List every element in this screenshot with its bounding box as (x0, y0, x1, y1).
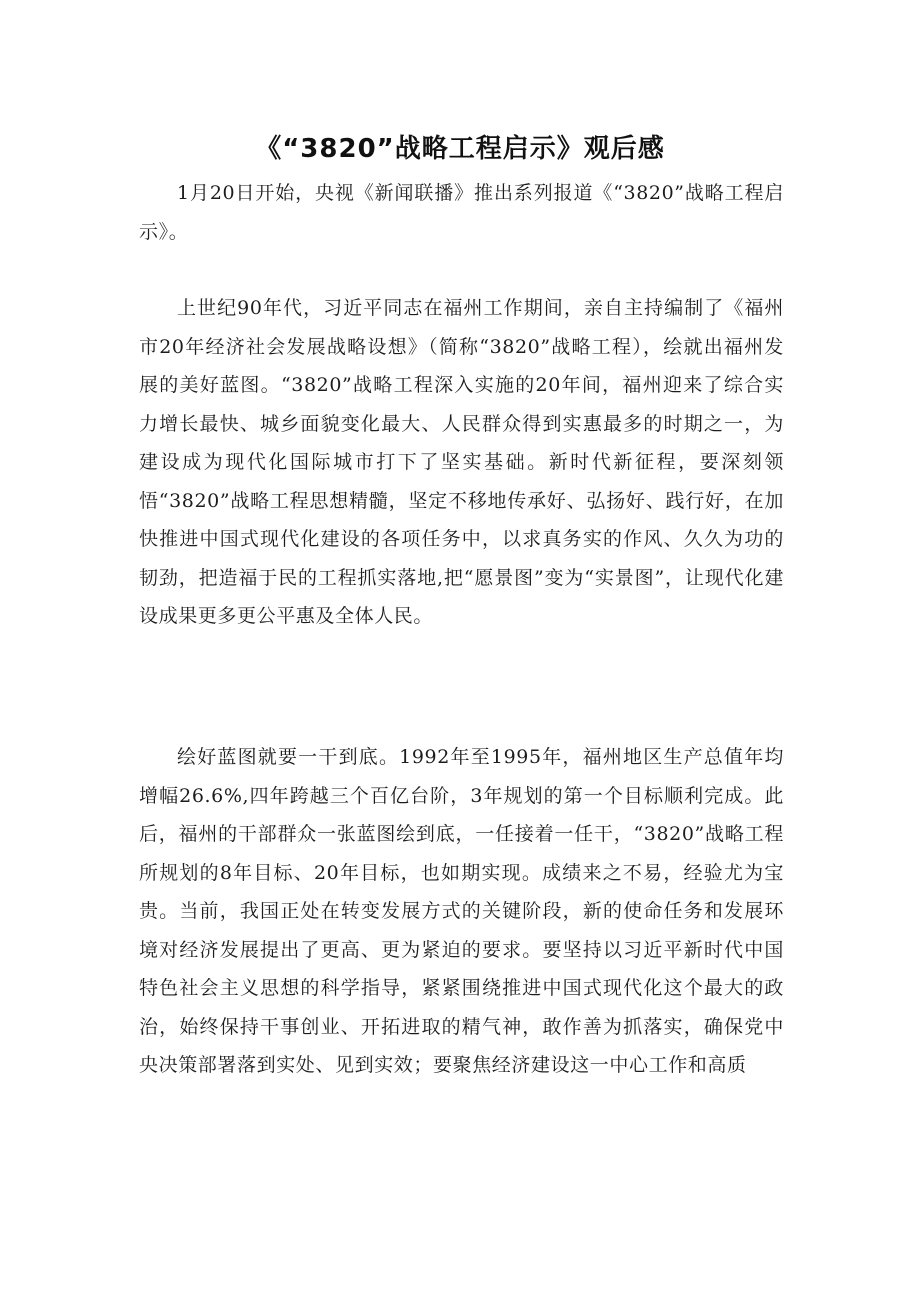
document-title: 《“3820”战略工程启示》观后感 (255, 134, 665, 165)
paragraph-intro: 1月20日开始，央视《新闻联播》推出系列报道《“3820”战略工程启示》。 (139, 182, 784, 243)
paragraph-background: 上世纪90年代，习近平同志在福州工作期间，亲自主持编制了《福州市20年经济社会发展战略设想》（简称“3820”战略工程），绘就出福州发展的美好蓝图。“3820”战略工程深入实施的20年间，福州迎来了综合实力增长最快、城乡面貌变化最大、人民群众得到实惠最多的时期之一，为建设成为现代化国际城市打下了坚实基础。新时代新征程，要深刻领悟“3820”战略工程思想精髓，坚定不移地传承好、弘扬好、践行好，在加快推进中国式现代化建设的各项任务中，以求真务实的作风、久久为功的韧劲，把造福于民的工程抓实落地,把“愿景图”变为“实景图”，让现代化建设成果更多更公平惠及全体人民。 (139, 297, 784, 627)
paragraph-blueprint: 绘好蓝图就要一干到底。1992年至1995年，福州地区生产总值年均增幅26.6%,四年跨越三个百亿台阶，3年规划的第一个目标顺利完成。此后，福州的干部群众一张蓝图绘到底，一任接着一任干，“3820”战略工程所规划的8年目标、20年目标，也如期实现。成绩来之不易，经验尤为宝贵。当前，我国正处在转变发展方式的关键阶段，新的使命任务和发展环境对经济发展提出了更高、更为紧迫的要求。要坚持以习近平新时代中国特色社会主义思想的科学指导，紧紧围绕推进中国式现代化这个最大的政治，始终保持干事创业、开拓进取的精气神，敢作善为抓落实，确保党中央决策部署落到实处、见到实效；要聚焦经济建设这一中心工作和高质 (139, 746, 784, 1076)
